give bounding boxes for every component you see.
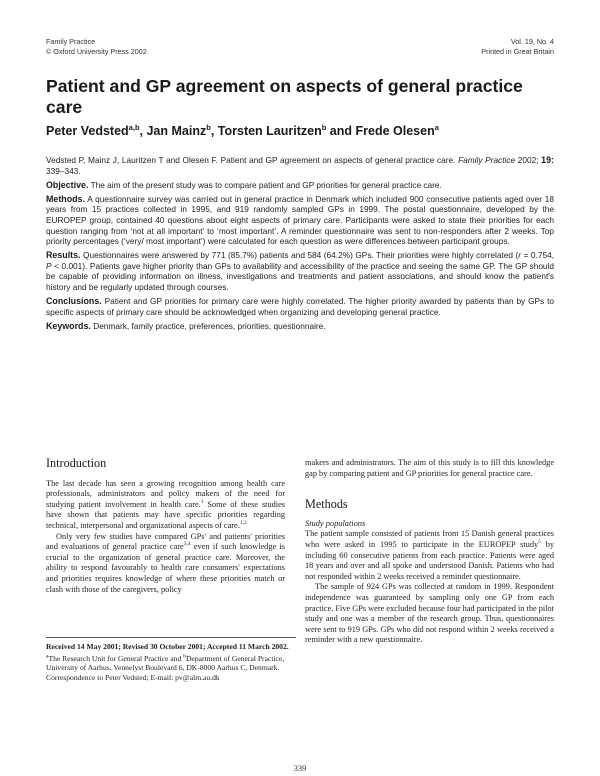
objective-text: The aim of the present study was to compare patient and GP priorities for general practice care. [88,179,442,190]
intro-text: The last decade has seen a growing recognition among health care professionals, administrators and policy makers of the need for studying patient involvement in health care. [46,478,285,509]
abstract-methods [46,194,554,247]
affiliation-mark: a [46,653,49,660]
keywords-text: Denmark, family practice, preferences, priorities, questionnaire. [90,320,326,331]
intro-paragraph [46,532,285,596]
intro-text: even if such knowledge is crucial to the organization of general practice care. Moreover, the ability to respond favourably to health care consumers' expectations and priorities requires knowledge of where these priorities match or clash with those of the caregivers, policy [46,542,285,594]
methods-paragraph [305,529,554,582]
running-header-left [46,37,147,56]
journal-name: Family Practice [46,37,96,46]
separator: , [210,124,218,138]
volume-info: Vol. 19, No. 4 [510,37,554,46]
affiliation-mark: b [183,653,186,660]
copyright: © Oxford University Press 2002 [46,46,147,56]
citation-pages: 339–343. [46,165,81,176]
methods-paragraph: The sample of 924 GPs was collected at random in 1999. Respondent independence was guaranteed by sampling only one GP from each practice. Five GPs were excluded because four had participated in the pilot study and one was a member of the research group. Thus, questionnaires were sent to 919 GPs. GPs who did not respond within 2 weeks received a reminder with a new questionnaire. [305,582,554,645]
page-number: 339 [293,763,307,773]
printed-info: Printed in Great Britain [481,46,554,56]
affiliations [46,654,296,683]
affiliation-text: The Research Unit for General Practice and [48,653,184,663]
affiliation-mark: a [434,122,439,132]
results-text: < 0.001). Patients gave higher priority than GPs to availability and accessibility of the practice and seeing the same GP. The GP should be capable of providing information on illness, investigations and treatments and patient associations, and should know the patient's history and be regularly updated through courses. [46,260,554,293]
abstract-objective [46,180,554,191]
footnote-rule [46,637,296,638]
citation [46,155,554,176]
citation-year: 2002; [515,155,542,165]
abstract-conclusions [46,296,554,317]
affiliation-mark: b [206,122,211,132]
results-label: Results. [46,250,81,261]
abstract-results [46,250,554,292]
results-text: = 0.754, [521,250,554,261]
conclusions-text: Patient and GP priorities for primary care were highly correlated. The higher priority awarded by patients than by GPs to specific aspects of primary care should be acknowledged when organizing and developing general practice. [46,296,554,317]
methods-text: A questionnaire survey was carried out in general practice in Denmark which included 900 consecutive patients aged over 18 years from 15 practices collected in 1995, and 919 randomly sampled GPs in 1999. The postal questionnaire, developed by the EUROPEP group, contained 40 questions about eight aspects of primary care. Participants were asked to state their priorities for each question ranging from ‘not at all important’ to ‘most important’. A reminder questionnaire was sent to non-responders after 2 weeks. Top priority percentages (‘very/ most important’) were calculated for each question as were differences between participant groups. [46,193,554,247]
article-title: Patient and GP agreement on aspects of general practice care [46,76,523,117]
reference-mark: 1,2 [239,520,247,527]
intro-continuation: makers and administrators. The aim of this study is to fill this knowledge gap by comparing patient and GP priorities for general practice care. [305,458,554,478]
footnote [46,642,296,682]
intro-paragraph [46,479,285,532]
affiliation-mark: b [321,122,327,132]
received-dates: Received 14 May 2001; Revised 30 October 2001; Accepted 11 March 2002. [46,642,289,651]
citation-journal: Family Practice [458,155,516,165]
conclusions-label: Conclusions. [46,296,102,307]
abstract [46,155,554,335]
methods-heading: Methods [305,497,348,512]
author-name: Torsten Lauritzen [217,124,322,138]
separator: , [139,124,147,138]
results-r: r [518,250,522,261]
results-p: P [46,260,52,271]
citation-text: Vedsted P, Mainz J, Lauritzen T and Olesen F. Patient and GP agreement on aspects of general practice care. [46,155,459,165]
keywords-label: Keywords. [46,320,91,331]
intro-text: Some of these studies have shown that patients may have specific priorities regarding technical, interpersonal and organizational aspects of care. [46,499,286,530]
reference-mark: 3,4 [183,541,191,548]
methods-text: The patient sample consisted of patients from 15 Danish general practices who were asked in 1995 to participate in the EUROPEP study [305,529,554,549]
reference-mark: 5 [538,539,541,546]
affiliation-mark: a,b [128,122,140,132]
right-column [305,458,554,646]
running-header-right [481,37,554,56]
introduction-heading: Introduction [46,456,107,470]
left-column [46,458,285,595]
methods-label: Methods. [46,193,85,204]
methods-text: by including 60 consecutive patients from each practice. Patients were aged 18 years and over and all spoke and understood Danish. Patients who had not responded within 2 weeks received a reminder questionnaire. [305,539,555,581]
intro-text: Only very few studies have compared GPs' and patients' priorities and evaluations of general practice care [46,531,285,552]
author-name: Jan Mainz [146,124,207,138]
reference-mark: 1 [200,499,204,506]
objective-label: Objective. [46,179,89,190]
results-text: Questionnaires were answered by 771 (85.7%) patients and 584 (64.2%) GPs. Their priorities were highly correlated ( [80,250,519,261]
citation-volume: 19: [541,155,554,165]
author-name: Frede Olesen [355,124,435,138]
author-name: Peter Vedsted [46,124,129,138]
study-populations-subheading: Study populations [305,518,366,528]
author-list [46,124,566,138]
separator: and [326,124,356,138]
abstract-keywords [46,321,554,332]
affiliation-text: Department of General Practice, University of Aarhus, Vennelyst Boulevard 6, DK-8000 Aarhus C, Denmark. Correspondence to Peter Vedsted; E-mail: pv@alm.au.dk [46,653,285,682]
